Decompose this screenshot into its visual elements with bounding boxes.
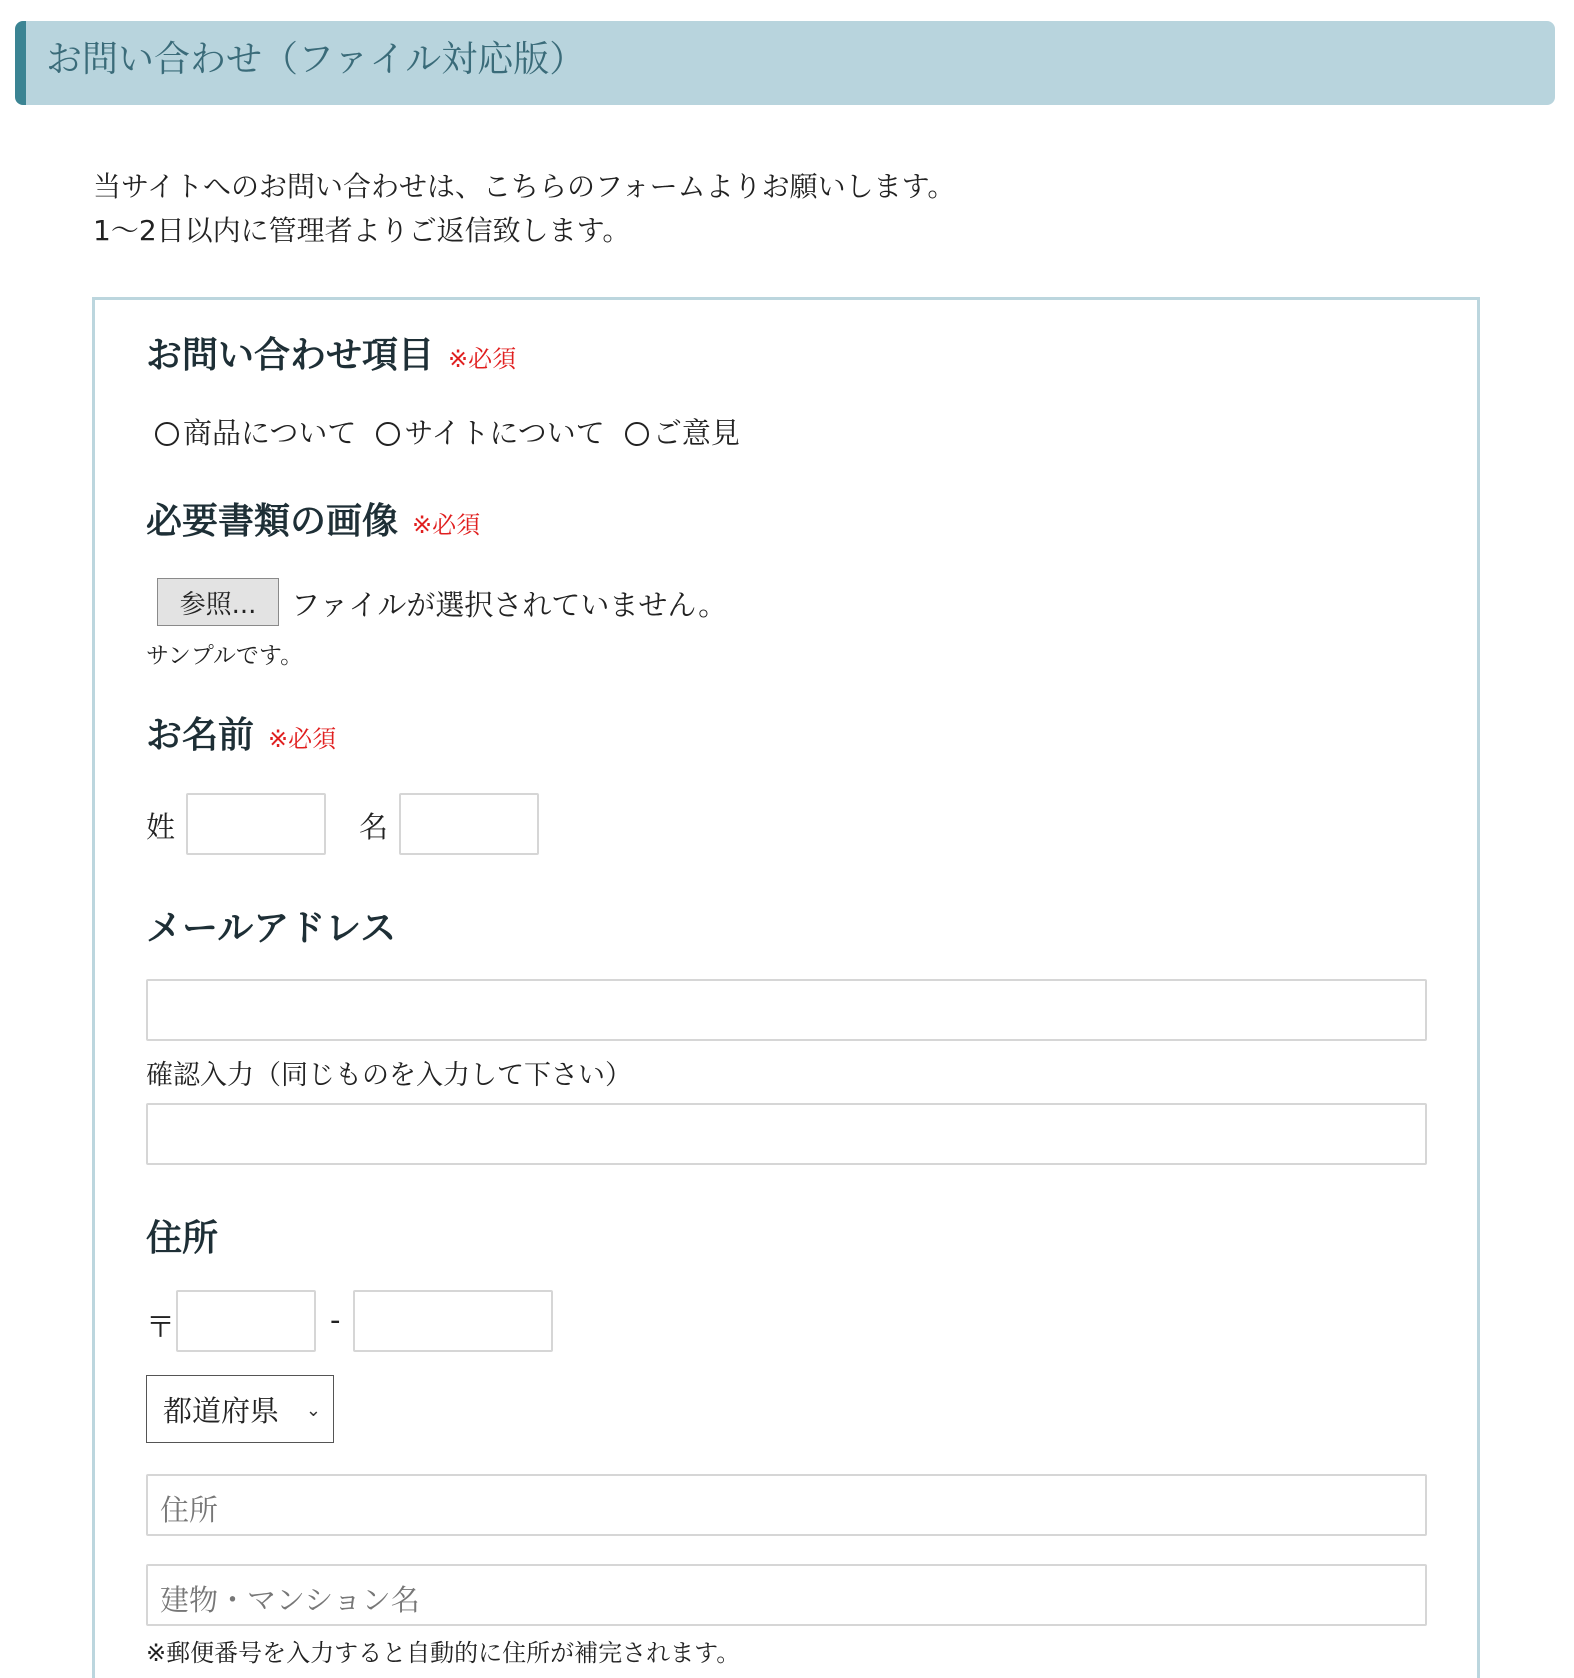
intro-line-1: 当サイトへのお問い合わせは、こちらのフォームよりお願いします。 bbox=[93, 170, 956, 203]
radio-option-product[interactable] bbox=[155, 416, 357, 450]
postal-code-second-input[interactable] bbox=[353, 1290, 553, 1352]
postal-mark: 〒 bbox=[146, 1310, 176, 1344]
building-input[interactable] bbox=[146, 1564, 1427, 1626]
chevron-down-icon: ⌄ bbox=[305, 1400, 321, 1421]
postal-code-first-input[interactable] bbox=[176, 1290, 316, 1352]
building-placeholder: 建物・マンション名 bbox=[160, 1583, 420, 1617]
required-mark: ※必須 bbox=[448, 345, 517, 373]
page-header bbox=[15, 21, 1555, 105]
documents-label: 必要書類の画像 bbox=[146, 501, 399, 542]
address-input[interactable] bbox=[146, 1474, 1427, 1536]
prefecture-select[interactable] bbox=[146, 1375, 334, 1443]
radio-option-site[interactable] bbox=[376, 416, 605, 450]
radio-option-opinion[interactable] bbox=[625, 416, 740, 450]
postal-separator: - bbox=[330, 1303, 341, 1337]
required-mark: ※必須 bbox=[412, 511, 481, 539]
radio-circle[interactable] bbox=[155, 422, 179, 446]
first-name-label: 名 bbox=[359, 810, 389, 844]
required-mark: ※必須 bbox=[268, 725, 337, 753]
radio-circle[interactable] bbox=[625, 422, 649, 446]
address-label: 住所 bbox=[146, 1218, 219, 1259]
email-confirm-label: 確認入力（同じものを入力して下さい） bbox=[146, 1060, 632, 1091]
address-autofill-note: ※郵便番号を入力すると自動的に住所が補完されます。 bbox=[146, 1639, 741, 1667]
intro-text bbox=[93, 165, 955, 253]
last-name-label: 姓 bbox=[146, 810, 176, 844]
prefecture-selected-value: 都道府県 bbox=[163, 1393, 280, 1428]
radio-label: 商品について bbox=[183, 416, 357, 450]
email-confirm-input[interactable] bbox=[146, 1103, 1427, 1165]
address-placeholder: 住所 bbox=[160, 1493, 219, 1527]
name-label: お名前 bbox=[146, 715, 255, 756]
inquiry-heading bbox=[146, 335, 517, 376]
last-name-input[interactable] bbox=[186, 793, 326, 855]
email-label: メールアドレス bbox=[146, 908, 397, 949]
email-input[interactable] bbox=[146, 979, 1427, 1041]
name-heading bbox=[146, 715, 337, 756]
radio-circle[interactable] bbox=[376, 422, 400, 446]
page-title: お問い合わせ（ファイル対応版） bbox=[46, 39, 586, 80]
browse-file-button[interactable]: 参照... bbox=[157, 578, 279, 626]
radio-label: ご意見 bbox=[652, 416, 740, 450]
documents-note: サンプルです。 bbox=[146, 643, 304, 669]
inquiry-radio-group bbox=[155, 416, 760, 450]
first-name-input[interactable] bbox=[399, 793, 539, 855]
documents-heading bbox=[146, 501, 481, 542]
inquiry-label: お問い合わせ項目 bbox=[146, 335, 435, 376]
intro-line-2: 1～2日以内に管理者よりご返信致します。 bbox=[93, 214, 631, 247]
file-status-text: ファイルが選択されていません。 bbox=[291, 588, 728, 622]
radio-label: サイトについて bbox=[404, 416, 605, 450]
